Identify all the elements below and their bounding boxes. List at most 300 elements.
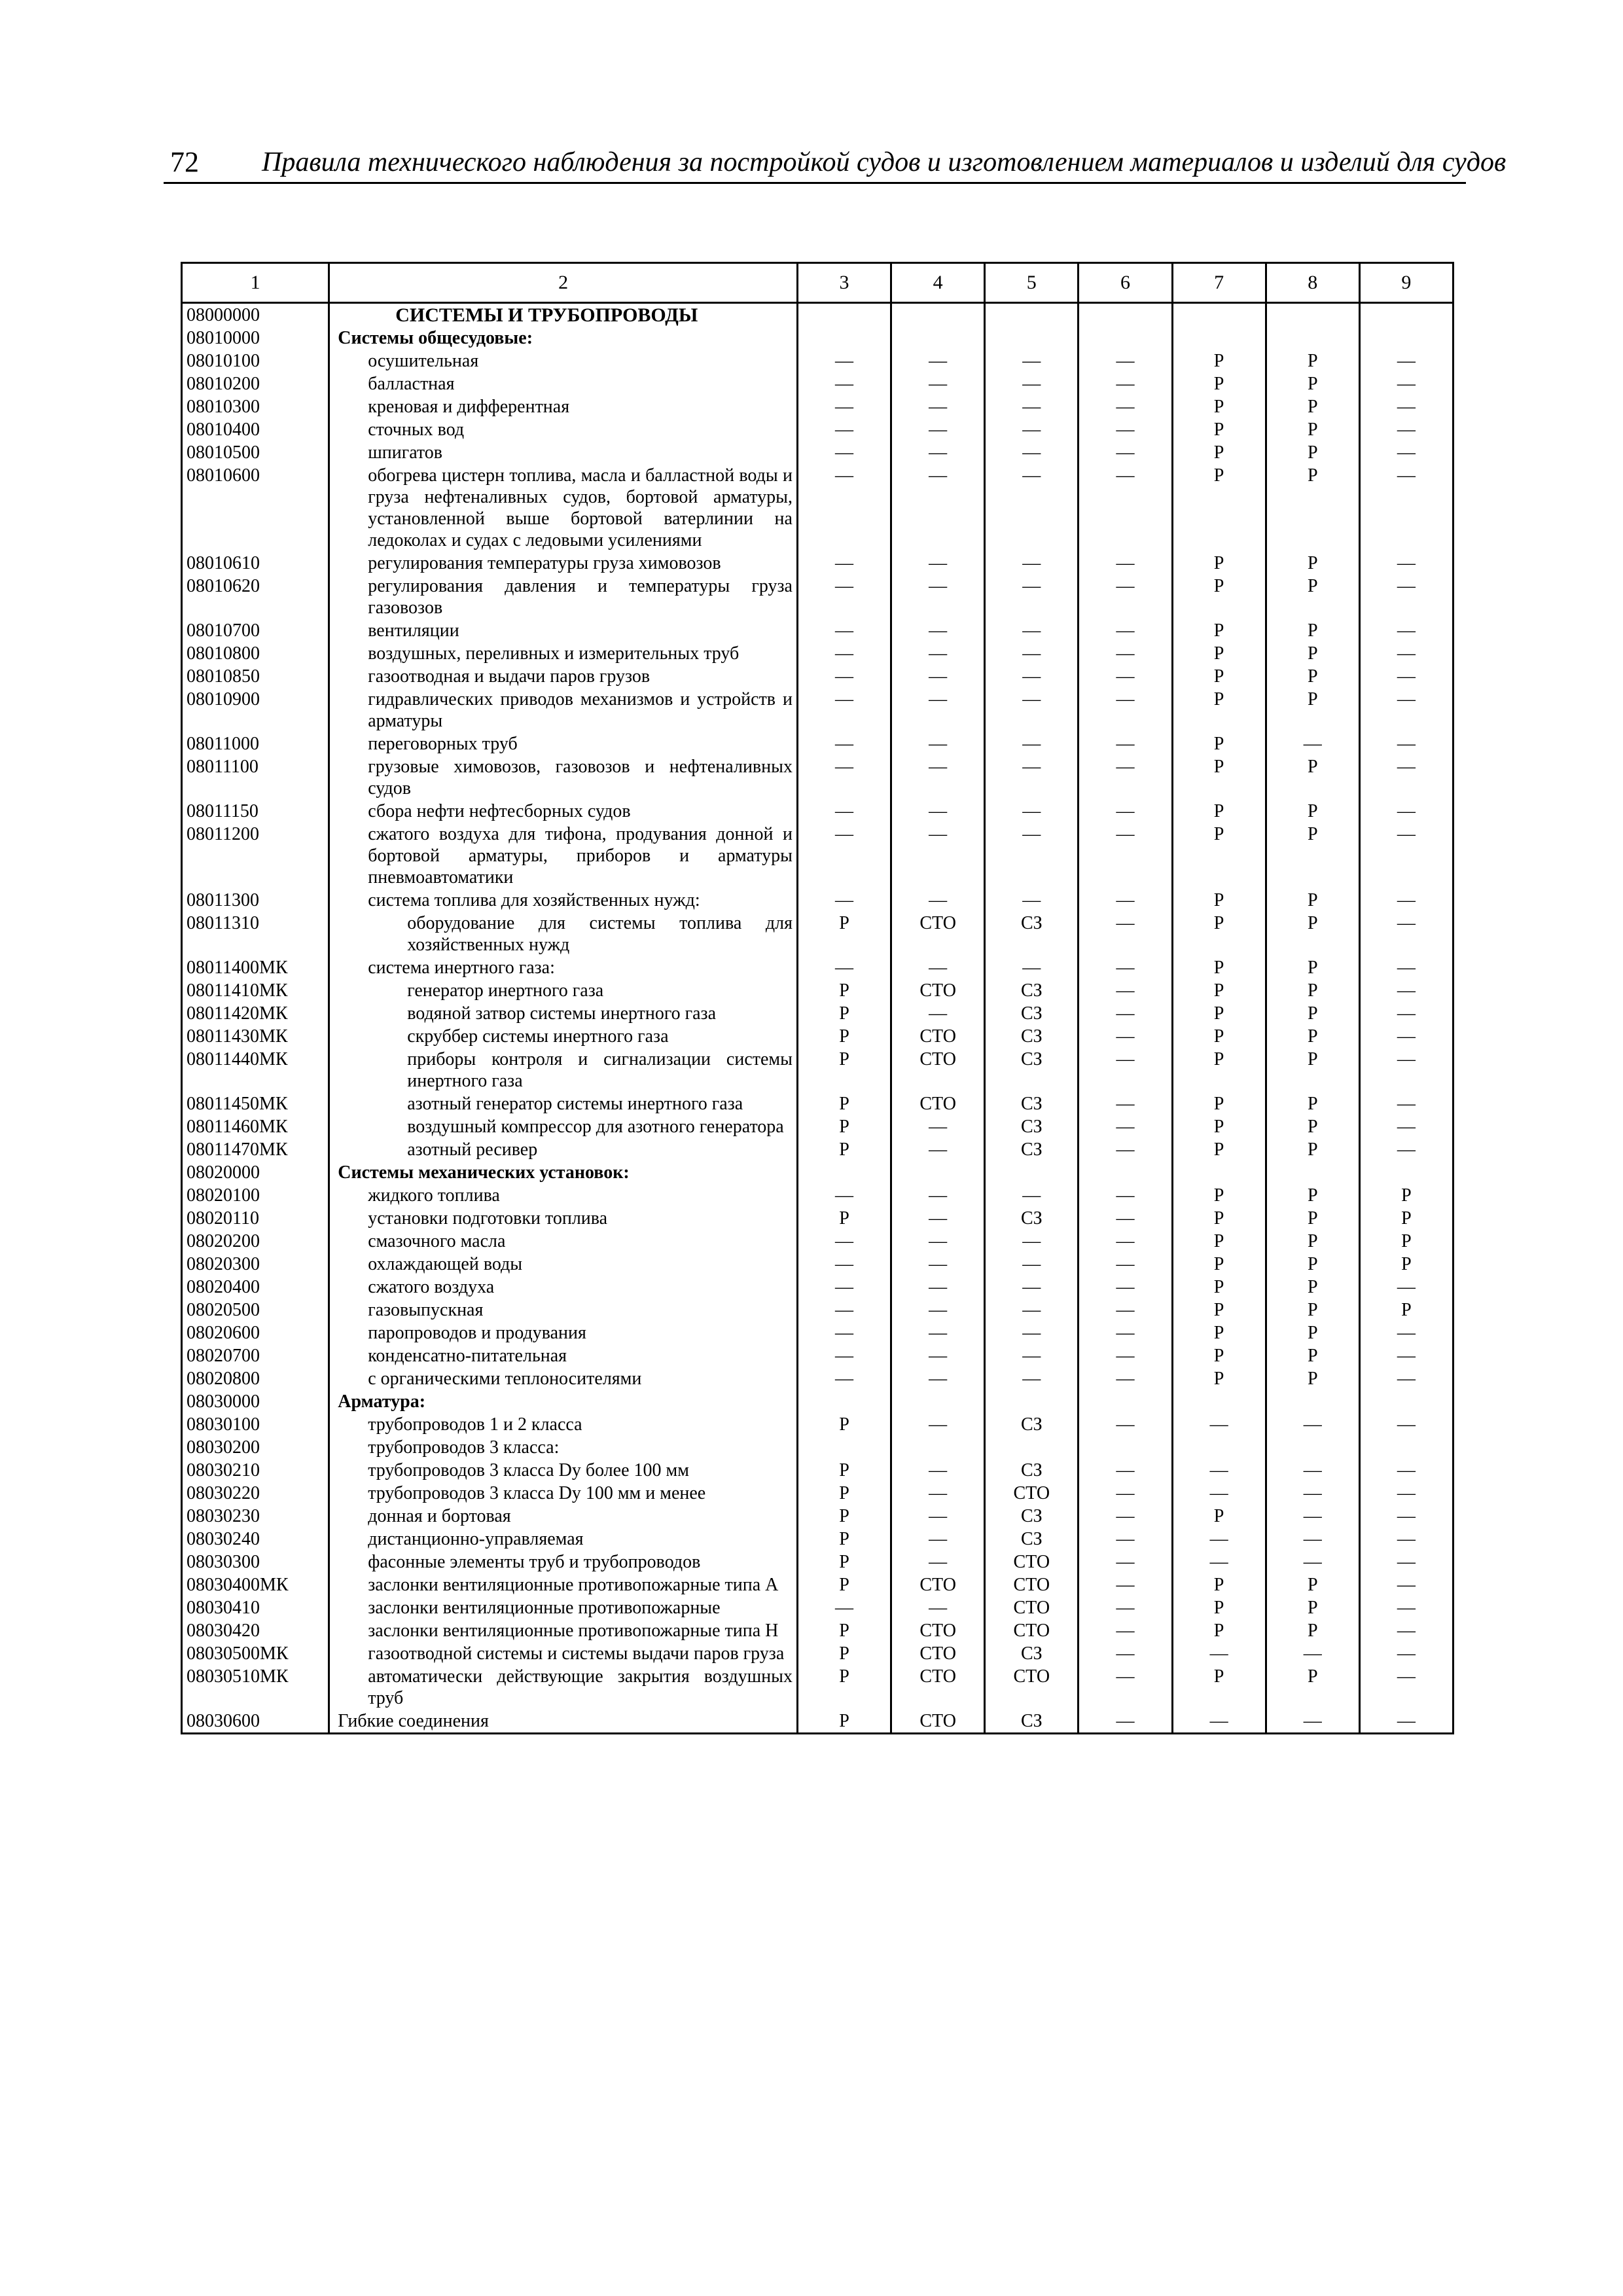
description-cell: осушительная <box>329 350 798 372</box>
mark-cell-col-8: — <box>1266 1482 1359 1505</box>
code-cell: 08010620 <box>182 575 329 619</box>
description-cell: охлаждающей воды <box>329 1253 798 1276</box>
description-cell: генератор инертного газа <box>329 979 798 1002</box>
table-row <box>182 1619 1454 1642</box>
mark-cell-col-8: — <box>1266 1413 1359 1436</box>
mark-cell-col-9: — <box>1359 418 1453 441</box>
table-row <box>182 350 1454 372</box>
mark-cell-col-9: — <box>1359 1528 1453 1551</box>
mark-cell-col-6: — <box>1079 642 1172 665</box>
code-cell: 08030400МК <box>182 1573 329 1596</box>
description-cell: шпигатов <box>329 441 798 464</box>
mark-cell-col-8: Р <box>1266 1002 1359 1025</box>
column-header-1: 1 <box>182 263 329 303</box>
mark-cell-col-3: — <box>797 1321 891 1344</box>
description-cell: автоматически действующие закрытия воздушных труб <box>329 1665 798 1710</box>
table-row <box>182 1344 1454 1367</box>
description-cell: воздушных, переливных и измерительных труб <box>329 642 798 665</box>
table-row <box>182 665 1454 688</box>
description-cell: азотный ресивер <box>329 1138 798 1161</box>
mark-cell-col-9: — <box>1359 1115 1453 1138</box>
table-row <box>182 889 1454 912</box>
mark-cell-col-4: — <box>891 665 985 688</box>
mark-cell-col-8: Р <box>1266 575 1359 619</box>
table-row <box>182 327 1454 350</box>
mark-cell-col-5: — <box>985 350 1079 372</box>
mark-cell-col-5: СЗ <box>985 979 1079 1002</box>
description-cell: трубопроводов 3 класса: <box>329 1436 798 1459</box>
mark-cell-col-3: Р <box>797 1665 891 1710</box>
column-header-6: 6 <box>1079 263 1172 303</box>
mark-cell-col-5: — <box>985 1184 1079 1207</box>
mark-cell-col-5 <box>985 1436 1079 1459</box>
mark-cell-col-3: Р <box>797 1528 891 1551</box>
mark-cell-col-8: Р <box>1266 688 1359 732</box>
mark-cell-col-5: — <box>985 1299 1079 1321</box>
mark-cell-col-4 <box>891 327 985 350</box>
code-cell: 08011450МК <box>182 1092 329 1115</box>
mark-cell-col-5: СЗ <box>985 1710 1079 1734</box>
mark-cell-col-8: Р <box>1266 1138 1359 1161</box>
mark-cell-col-9: — <box>1359 1344 1453 1367</box>
code-cell: 08010200 <box>182 372 329 395</box>
mark-cell-col-5: СТО <box>985 1482 1079 1505</box>
mark-cell-col-8: — <box>1266 732 1359 755</box>
mark-cell-col-8: Р <box>1266 1115 1359 1138</box>
mark-cell-col-7: — <box>1172 1459 1266 1482</box>
code-cell: 08010700 <box>182 619 329 642</box>
mark-cell-col-8: — <box>1266 1505 1359 1528</box>
mark-cell-col-4: СТО <box>891 1710 985 1734</box>
mark-cell-col-7: — <box>1172 1528 1266 1551</box>
mark-cell-col-8: Р <box>1266 665 1359 688</box>
table-row <box>182 1230 1454 1253</box>
page-header <box>164 143 1507 184</box>
mark-cell-col-8 <box>1266 1390 1359 1413</box>
description-cell: установки подготовки топлива <box>329 1207 798 1230</box>
column-header-8: 8 <box>1266 263 1359 303</box>
mark-cell-col-7: Р <box>1172 1092 1266 1115</box>
mark-cell-col-7: — <box>1172 1482 1266 1505</box>
mark-cell-col-6: — <box>1079 1573 1172 1596</box>
mark-cell-col-8: Р <box>1266 1299 1359 1321</box>
description-cell: Гибкие соединения <box>329 1710 798 1734</box>
mark-cell-col-7: Р <box>1172 1665 1266 1710</box>
description-cell: трубопроводов 1 и 2 класса <box>329 1413 798 1436</box>
mark-cell-col-9: — <box>1359 552 1453 575</box>
mark-cell-col-6: — <box>1079 1710 1172 1734</box>
table-row <box>182 800 1454 823</box>
mark-cell-col-6: — <box>1079 732 1172 755</box>
mark-cell-col-9: — <box>1359 732 1453 755</box>
code-cell: 08030410 <box>182 1596 329 1619</box>
table-row <box>182 1528 1454 1551</box>
mark-cell-col-5: СЗ <box>985 1642 1079 1665</box>
mark-cell-col-5: СТО <box>985 1573 1079 1596</box>
mark-cell-col-4: — <box>891 1551 985 1573</box>
mark-cell-col-9: — <box>1359 800 1453 823</box>
mark-cell-col-9: — <box>1359 1413 1453 1436</box>
code-cell: 08011470МК <box>182 1138 329 1161</box>
description-cell: трубопроводов 3 класса Dy 100 мм и менее <box>329 1482 798 1505</box>
mark-cell-col-4: — <box>891 800 985 823</box>
mark-cell-col-4: — <box>891 1321 985 1344</box>
mark-cell-col-6: — <box>1079 1459 1172 1482</box>
code-cell: 08030240 <box>182 1528 329 1551</box>
mark-cell-col-4: — <box>891 1276 985 1299</box>
mark-cell-col-5: СЗ <box>985 1025 1079 1048</box>
mark-cell-col-8: Р <box>1266 1573 1359 1596</box>
mark-cell-col-3: Р <box>797 1573 891 1596</box>
mark-cell-col-4 <box>891 1436 985 1459</box>
description-cell: система инертного газа: <box>329 956 798 979</box>
mark-cell-col-3: — <box>797 755 891 800</box>
description-cell: оборудование для системы топлива для хозяйственных нужд <box>329 912 798 956</box>
mark-cell-col-8: Р <box>1266 552 1359 575</box>
description-cell: регулирования температуры груза химовозов <box>329 552 798 575</box>
mark-cell-col-7: Р <box>1172 665 1266 688</box>
mark-cell-col-8: — <box>1266 1710 1359 1734</box>
mark-cell-col-4: — <box>891 1207 985 1230</box>
mark-cell-col-4: — <box>891 1184 985 1207</box>
mark-cell-col-3 <box>797 303 891 327</box>
table-row <box>182 1299 1454 1321</box>
mark-cell-col-3: — <box>797 956 891 979</box>
description-cell: вентиляции <box>329 619 798 642</box>
mark-cell-col-7: Р <box>1172 912 1266 956</box>
description-cell: воздушный компрессор для азотного генератора <box>329 1115 798 1138</box>
mark-cell-col-8: Р <box>1266 441 1359 464</box>
table-row <box>182 1025 1454 1048</box>
mark-cell-col-3: Р <box>797 1002 891 1025</box>
description-cell: гидравлических приводов механизмов и устройств и арматуры <box>329 688 798 732</box>
description-cell: приборы контроля и сигнализации системы инертного газа <box>329 1048 798 1092</box>
mark-cell-col-5: — <box>985 464 1079 552</box>
mark-cell-col-5: — <box>985 755 1079 800</box>
mark-cell-col-7: Р <box>1172 800 1266 823</box>
mark-cell-col-7: Р <box>1172 1573 1266 1596</box>
mark-cell-col-7: Р <box>1172 1596 1266 1619</box>
description-cell: креновая и дифферентная <box>329 395 798 418</box>
code-cell: 08030510МК <box>182 1665 329 1710</box>
description-cell: скруббер системы инертного газа <box>329 1025 798 1048</box>
table-row <box>182 1276 1454 1299</box>
mark-cell-col-3: — <box>797 823 891 889</box>
mark-cell-col-6: — <box>1079 979 1172 1002</box>
mark-cell-col-4: — <box>891 1596 985 1619</box>
mark-cell-col-3: — <box>797 1253 891 1276</box>
mark-cell-col-4: — <box>891 1459 985 1482</box>
mark-cell-col-3: Р <box>797 1092 891 1115</box>
mark-cell-col-8: Р <box>1266 889 1359 912</box>
mark-cell-col-6: — <box>1079 395 1172 418</box>
mark-cell-col-7: Р <box>1172 979 1266 1002</box>
mark-cell-col-9: — <box>1359 372 1453 395</box>
mark-cell-col-3: — <box>797 1299 891 1321</box>
mark-cell-col-4: СТО <box>891 1092 985 1115</box>
mark-cell-col-9: — <box>1359 1092 1453 1115</box>
description-cell: азотный генератор системы инертного газа <box>329 1092 798 1115</box>
mark-cell-col-5: СЗ <box>985 1138 1079 1161</box>
mark-cell-col-4: — <box>891 1505 985 1528</box>
mark-cell-col-4: — <box>891 372 985 395</box>
code-cell: 08020200 <box>182 1230 329 1253</box>
code-cell: 08011460МК <box>182 1115 329 1138</box>
mark-cell-col-3: — <box>797 800 891 823</box>
mark-cell-col-3 <box>797 1161 891 1184</box>
mark-cell-col-9: — <box>1359 1025 1453 1048</box>
mark-cell-col-6: — <box>1079 1138 1172 1161</box>
mark-cell-col-4: — <box>891 755 985 800</box>
mark-cell-col-6: — <box>1079 1344 1172 1367</box>
mark-cell-col-9: — <box>1359 1321 1453 1344</box>
mark-cell-col-9: — <box>1359 1596 1453 1619</box>
code-cell: 08030220 <box>182 1482 329 1505</box>
mark-cell-col-6: — <box>1079 1048 1172 1092</box>
table-row <box>182 979 1454 1002</box>
mark-cell-col-4: СТО <box>891 979 985 1002</box>
mark-cell-col-7: Р <box>1172 755 1266 800</box>
mark-cell-col-9: — <box>1359 1505 1453 1528</box>
mark-cell-col-9: Р <box>1359 1207 1453 1230</box>
table-row <box>182 1459 1454 1482</box>
mark-cell-col-3: Р <box>797 1207 891 1230</box>
mark-cell-col-5: — <box>985 688 1079 732</box>
code-cell: 08030500МК <box>182 1642 329 1665</box>
mark-cell-col-8: Р <box>1266 755 1359 800</box>
code-cell: 08010400 <box>182 418 329 441</box>
mark-cell-col-5 <box>985 303 1079 327</box>
mark-cell-col-7: — <box>1172 1551 1266 1573</box>
mark-cell-col-3: — <box>797 350 891 372</box>
mark-cell-col-8: Р <box>1266 1230 1359 1253</box>
mark-cell-col-8: Р <box>1266 956 1359 979</box>
mark-cell-col-6: — <box>1079 372 1172 395</box>
mark-cell-col-4: СТО <box>891 1665 985 1710</box>
mark-cell-col-7: Р <box>1172 688 1266 732</box>
mark-cell-col-9: — <box>1359 642 1453 665</box>
mark-cell-col-6 <box>1079 327 1172 350</box>
table-row <box>182 1551 1454 1573</box>
code-cell: 08010850 <box>182 665 329 688</box>
mark-cell-col-6: — <box>1079 1642 1172 1665</box>
code-cell: 08020600 <box>182 1321 329 1344</box>
mark-cell-col-4: СТО <box>891 1048 985 1092</box>
mark-cell-col-7: Р <box>1172 1025 1266 1048</box>
mark-cell-col-9: — <box>1359 350 1453 372</box>
table-row <box>182 1115 1454 1138</box>
mark-cell-col-3: Р <box>797 912 891 956</box>
mark-cell-col-3: — <box>797 1184 891 1207</box>
code-cell: 08000000 <box>182 303 329 327</box>
mark-cell-col-3: — <box>797 1276 891 1299</box>
code-cell: 08011310 <box>182 912 329 956</box>
description-cell: трубопроводов 3 класса Dy более 100 мм <box>329 1459 798 1482</box>
mark-cell-col-4: — <box>891 441 985 464</box>
mark-cell-col-6: — <box>1079 823 1172 889</box>
mark-cell-col-7: Р <box>1172 350 1266 372</box>
table-row <box>182 1665 1454 1710</box>
mark-cell-col-9: — <box>1359 755 1453 800</box>
mark-cell-col-9 <box>1359 1161 1453 1184</box>
mark-cell-col-8: Р <box>1266 642 1359 665</box>
mark-cell-col-7: Р <box>1172 1184 1266 1207</box>
mark-cell-col-3: — <box>797 575 891 619</box>
mark-cell-col-4: — <box>891 1528 985 1551</box>
mark-cell-col-5: СЗ <box>985 1413 1079 1436</box>
mark-cell-col-3: — <box>797 1596 891 1619</box>
code-cell: 08030210 <box>182 1459 329 1482</box>
mark-cell-col-7 <box>1172 303 1266 327</box>
mark-cell-col-6: — <box>1079 1276 1172 1299</box>
mark-cell-col-7: Р <box>1172 956 1266 979</box>
mark-cell-col-6: — <box>1079 441 1172 464</box>
mark-cell-col-4 <box>891 303 985 327</box>
mark-cell-col-4: — <box>891 1413 985 1436</box>
description-cell: жидкого топлива <box>329 1184 798 1207</box>
table-row <box>182 552 1454 575</box>
mark-cell-col-6 <box>1079 303 1172 327</box>
description-cell: газовыпускная <box>329 1299 798 1321</box>
mark-cell-col-8: Р <box>1266 350 1359 372</box>
mark-cell-col-9: — <box>1359 688 1453 732</box>
table-row <box>182 642 1454 665</box>
mark-cell-col-4: — <box>891 956 985 979</box>
mark-cell-col-8: — <box>1266 1459 1359 1482</box>
table-row <box>182 575 1454 619</box>
mark-cell-col-9: — <box>1359 1002 1453 1025</box>
mark-cell-col-3: — <box>797 732 891 755</box>
mark-cell-col-7: Р <box>1172 1321 1266 1344</box>
description-cell: сжатого воздуха для тифона, продувания донной и бортовой арматуры, приборов и арматуры пневмоавтоматики <box>329 823 798 889</box>
description-cell: заслонки вентиляционные противопожарные типа Н <box>329 1619 798 1642</box>
description-cell: сточных вод <box>329 418 798 441</box>
table-row <box>182 1573 1454 1596</box>
code-cell: 08020700 <box>182 1344 329 1367</box>
description-cell: регулирования давления и температуры груза газовозов <box>329 575 798 619</box>
mark-cell-col-8: Р <box>1266 1367 1359 1390</box>
description-cell: сжатого воздуха <box>329 1276 798 1299</box>
mark-cell-col-9: — <box>1359 1482 1453 1505</box>
mark-cell-col-3: — <box>797 619 891 642</box>
mark-cell-col-3: — <box>797 889 891 912</box>
mark-cell-col-3: Р <box>797 1551 891 1573</box>
mark-cell-col-8: Р <box>1266 1253 1359 1276</box>
mark-cell-col-9: — <box>1359 395 1453 418</box>
mark-cell-col-4: СТО <box>891 1642 985 1665</box>
mark-cell-col-9: — <box>1359 979 1453 1002</box>
mark-cell-col-4: — <box>891 395 985 418</box>
mark-cell-col-6: — <box>1079 1230 1172 1253</box>
table-row <box>182 303 1454 327</box>
mark-cell-col-8: Р <box>1266 1596 1359 1619</box>
mark-cell-col-7: Р <box>1172 395 1266 418</box>
mark-cell-col-9: — <box>1359 1619 1453 1642</box>
mark-cell-col-6 <box>1079 1390 1172 1413</box>
code-cell: 08010800 <box>182 642 329 665</box>
code-cell: 08011430МК <box>182 1025 329 1048</box>
mark-cell-col-9: — <box>1359 464 1453 552</box>
mark-cell-col-6: — <box>1079 552 1172 575</box>
mark-cell-col-6: — <box>1079 688 1172 732</box>
mark-cell-col-7: Р <box>1172 1002 1266 1025</box>
mark-cell-col-8: Р <box>1266 1344 1359 1367</box>
table-row <box>182 1321 1454 1344</box>
code-cell: 08020000 <box>182 1161 329 1184</box>
mark-cell-col-3: Р <box>797 1459 891 1482</box>
mark-cell-col-4: — <box>891 732 985 755</box>
description-cell: Системы общесудовые: <box>329 327 798 350</box>
mark-cell-col-9: — <box>1359 1642 1453 1665</box>
mark-cell-col-4: — <box>891 1344 985 1367</box>
mark-cell-col-3: Р <box>797 1025 891 1048</box>
mark-cell-col-5: — <box>985 642 1079 665</box>
mark-cell-col-5: — <box>985 552 1079 575</box>
mark-cell-col-6: — <box>1079 1321 1172 1344</box>
mark-cell-col-6: — <box>1079 464 1172 552</box>
table-row <box>182 1002 1454 1025</box>
description-cell: СИСТЕМЫ И ТРУБОПРОВОДЫ <box>329 303 798 327</box>
mark-cell-col-7 <box>1172 1436 1266 1459</box>
mark-cell-col-5: — <box>985 800 1079 823</box>
code-cell: 08011400МК <box>182 956 329 979</box>
table-row <box>182 823 1454 889</box>
mark-cell-col-4: — <box>891 1482 985 1505</box>
code-cell: 08020500 <box>182 1299 329 1321</box>
mark-cell-col-7: — <box>1172 1413 1266 1436</box>
mark-cell-col-8: Р <box>1266 1092 1359 1115</box>
table-row <box>182 732 1454 755</box>
mark-cell-col-8: Р <box>1266 1207 1359 1230</box>
code-cell: 08020100 <box>182 1184 329 1207</box>
code-cell: 08030300 <box>182 1551 329 1573</box>
table-row <box>182 418 1454 441</box>
code-cell: 08011300 <box>182 889 329 912</box>
running-title: Правила технического наблюдения за постройкой судов и изготовлением материалов и изделий для судов <box>262 147 1507 177</box>
mark-cell-col-7: Р <box>1172 1230 1266 1253</box>
mark-cell-col-3: Р <box>797 1048 891 1092</box>
mark-cell-col-5: СТО <box>985 1596 1079 1619</box>
mark-cell-col-6: — <box>1079 1092 1172 1115</box>
mark-cell-col-8: Р <box>1266 1619 1359 1642</box>
mark-cell-col-4: — <box>891 418 985 441</box>
mark-cell-col-8: Р <box>1266 1025 1359 1048</box>
mark-cell-col-4: СТО <box>891 912 985 956</box>
mark-cell-col-5: — <box>985 1321 1079 1344</box>
table-row <box>182 1161 1454 1184</box>
mark-cell-col-5: СЗ <box>985 1115 1079 1138</box>
description-cell: дистанционно-управляемая <box>329 1528 798 1551</box>
table-row <box>182 1390 1454 1413</box>
mark-cell-col-6: — <box>1079 1002 1172 1025</box>
table-row <box>182 688 1454 732</box>
description-cell: обогрева цистерн топлива, масла и балластной воды и груза нефтеналивных судов, бортовой арматуры, установленной выше бортовой ватерлинии на ледоколах и судах с ледовыми усилениями <box>329 464 798 552</box>
mark-cell-col-3: — <box>797 395 891 418</box>
mark-cell-col-5: СЗ <box>985 1207 1079 1230</box>
code-cell: 08020300 <box>182 1253 329 1276</box>
mark-cell-col-4: — <box>891 1367 985 1390</box>
mark-cell-col-4: — <box>891 619 985 642</box>
column-header-4: 4 <box>891 263 985 303</box>
mark-cell-col-7: Р <box>1172 372 1266 395</box>
description-cell: газоотводная и выдачи паров грузов <box>329 665 798 688</box>
description-cell: заслонки вентиляционные противопожарные <box>329 1596 798 1619</box>
mark-cell-col-7: Р <box>1172 823 1266 889</box>
mark-cell-col-4: — <box>891 1299 985 1321</box>
table-row <box>182 1596 1454 1619</box>
description-cell: Системы механических установок: <box>329 1161 798 1184</box>
mark-cell-col-8: Р <box>1266 800 1359 823</box>
